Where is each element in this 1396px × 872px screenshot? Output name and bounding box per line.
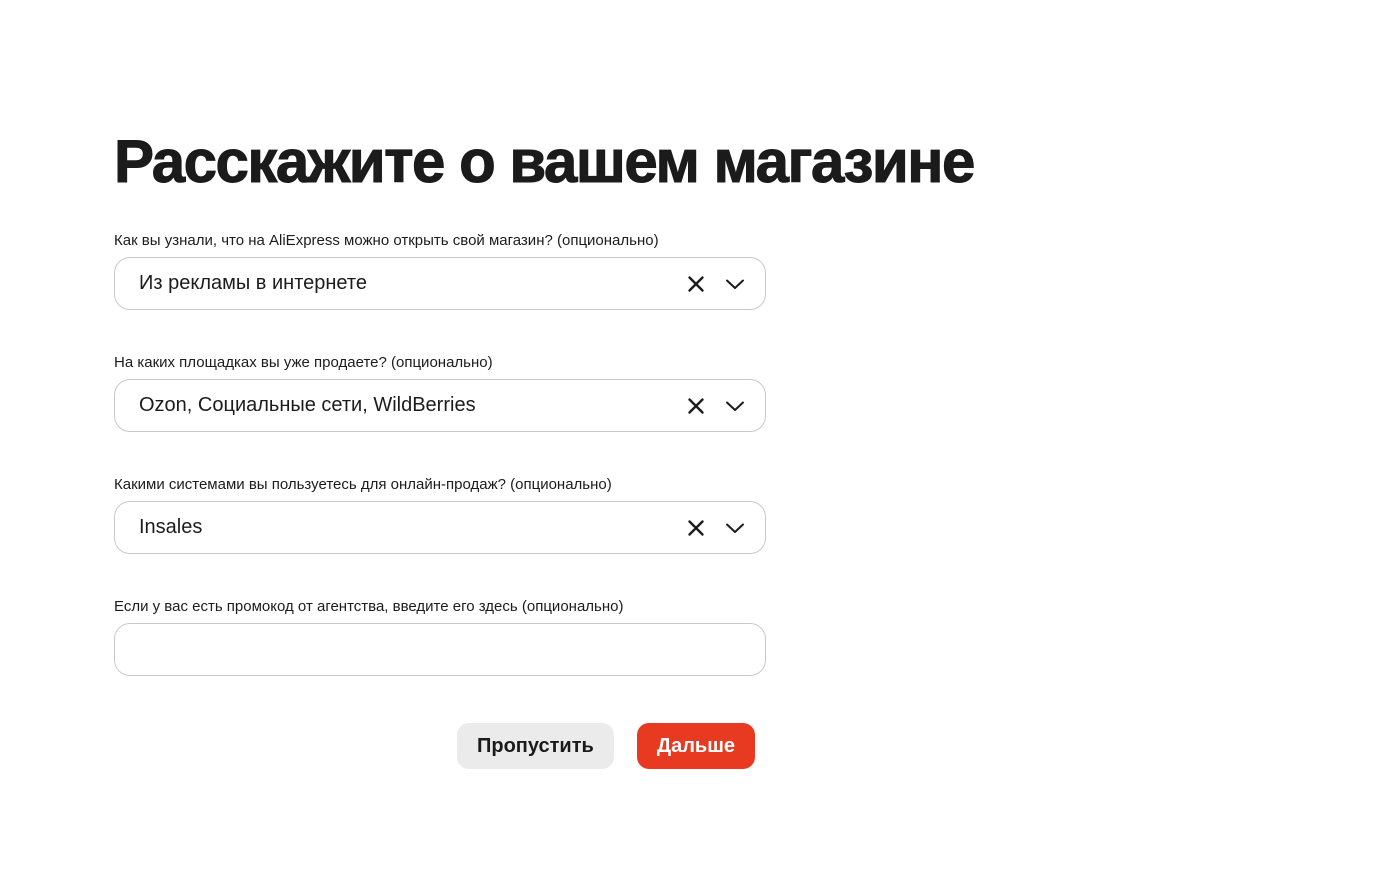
field-label: На каких площадках вы уже продаете? (опционально) — [114, 354, 493, 371]
chevron-down-icon[interactable] — [723, 272, 747, 296]
select-value: Insales — [139, 516, 203, 538]
systems-select[interactable] — [114, 501, 766, 554]
clear-icon[interactable] — [684, 516, 708, 540]
field-how-did-you-learn — [114, 232, 766, 310]
how-did-you-learn-select[interactable] — [114, 257, 766, 310]
field-systems — [114, 476, 766, 554]
chevron-down-icon[interactable] — [723, 394, 747, 418]
select-controls — [684, 272, 747, 296]
next-button[interactable]: Дальше — [637, 723, 755, 769]
chevron-down-icon[interactable] — [723, 516, 747, 540]
clear-icon[interactable] — [684, 272, 708, 296]
platforms-select[interactable] — [114, 379, 766, 432]
select-controls — [684, 516, 747, 540]
field-promo-code — [114, 598, 766, 676]
page-title: Расскажите о вашем магазине — [114, 128, 974, 195]
onboarding-form — [114, 128, 974, 769]
field-label: Если у вас есть промокод от агентства, введите его здесь (опционально) — [114, 598, 624, 615]
field-platforms — [114, 354, 766, 432]
select-value: Из рекламы в интернете — [139, 272, 367, 294]
form-actions — [457, 723, 766, 769]
promo-code-input[interactable] — [114, 623, 766, 676]
select-controls — [684, 394, 747, 418]
field-label: Какими системами вы пользуетесь для онлайн-продаж? (опционально) — [114, 476, 612, 493]
clear-icon[interactable] — [684, 394, 708, 418]
skip-button[interactable]: Пропустить — [457, 723, 614, 769]
field-label: Как вы узнали, что на AliExpress можно открыть свой магазин? (опционально) — [114, 232, 659, 249]
select-value: Ozon, Социальные сети, WildBerries — [139, 394, 476, 416]
